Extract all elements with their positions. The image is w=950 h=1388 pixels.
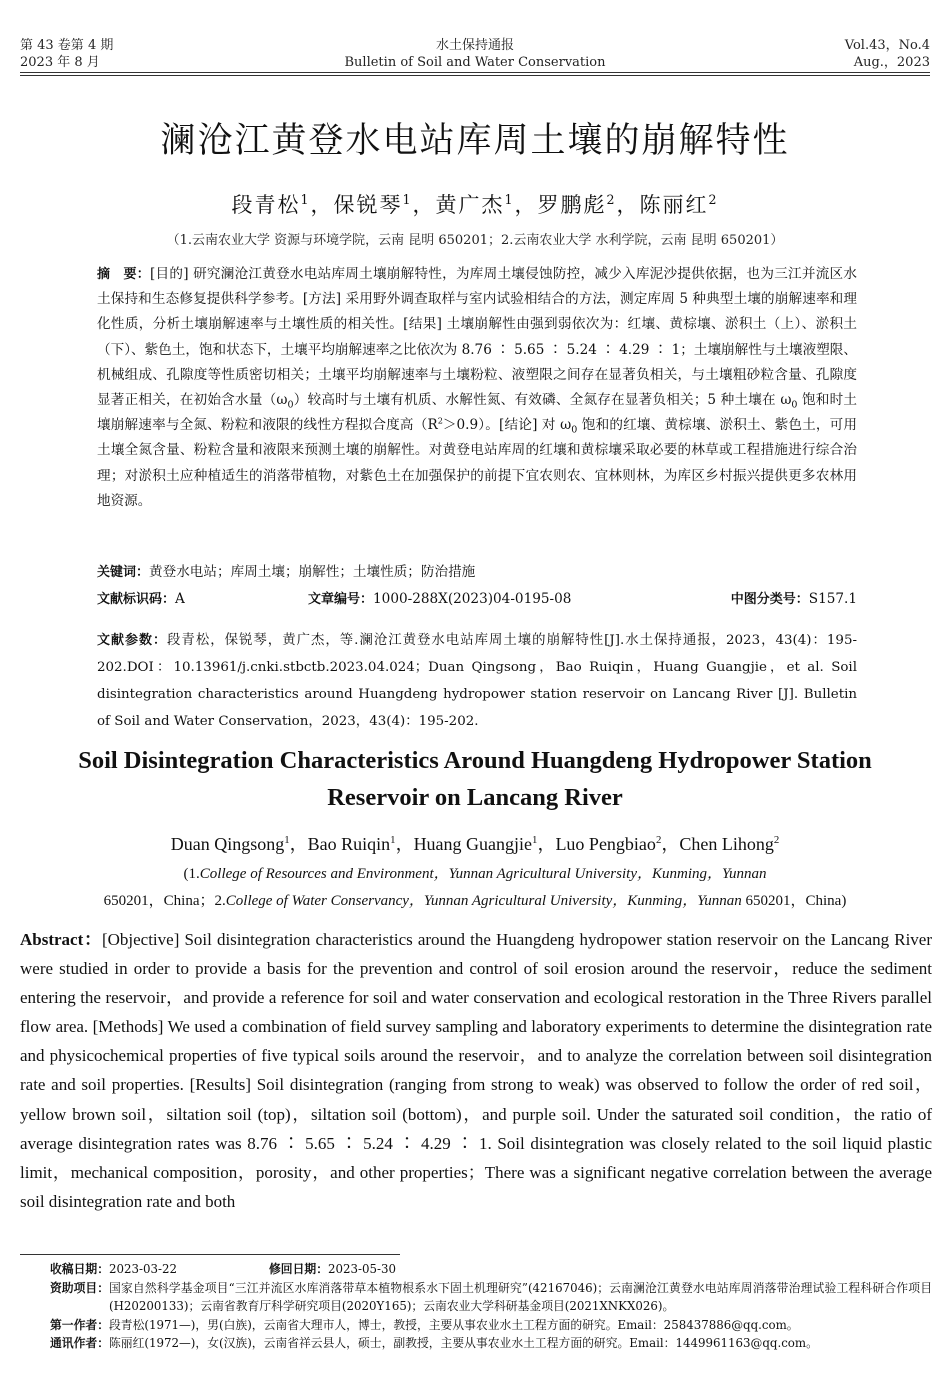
first-author-text: 段青松(1971—)，男(白族)，云南省大理市人，博士，教授，主要从事农业水土工程方面的研究。Email：258437886@qq.com。 [109,1317,799,1332]
doc-id-field [97,588,185,611]
authors-cn: 段青松$^1$，保锐琴$^1$，黄广杰$^1$，罗鹏彪$^2$，陈丽红$^2$ [231,192,719,217]
dates-row [50,1260,932,1279]
journal-date [845,37,930,71]
abstract-cn-text: ）较高时与土壤有机质、水解性氮、有效磷、全氮存在显著负相关；5 种土壤在 ω [293,392,792,409]
received-date: 2023-03-22 [109,1262,178,1276]
author-aff-mark: 2 [606,192,617,207]
author-cn: 段青松 [231,193,301,217]
abstract-cn-text: 饱和时土壤崩解速率与全氮、粉粒和液限的线性方程拟合度高（R [97,392,857,434]
footnotes [50,1260,932,1353]
article-no-value: 1000-288X(2023)04-0195-08 [373,591,572,607]
paper-title-en: Soil Disintegration Characteristics Around Huangdeng Hydropower Station Reservoir on Lancang River [78,747,872,811]
affiliation-en-line1 [30,861,920,888]
abstract-en-label: Abstract： [20,930,102,949]
affiliation-en-italic: College of Resources and Environment，Yunnan Agricultural University，Kunming，Yunnan [199,866,767,882]
author-cn: 罗鹏彪 [537,193,607,217]
revised-label: 修回日期： [269,1262,328,1276]
author-en: Huang Guangjie [413,834,533,854]
abstract-en [20,925,932,1216]
affiliation-en-line2 [30,888,920,915]
affiliation-en-italic: College of Water Conservancy，Yunnan Agricultural University，Kunming，Yunnan [225,893,742,909]
header-left-line1: 第 43 卷第 4 期 [20,38,114,53]
doc-id-label: 文献标识码： [97,592,176,607]
corresponding-author-text: 陈丽红(1972—)，女(汉族)，云南省祥云县人，硕士，副教授，主要从事农业水土工程方面的研究。Email：1449961163@qq.com。 [109,1336,818,1350]
keywords [97,561,857,584]
abstract-cn-text: 饱和的红壤、黄棕壤、淤积土、紫色土，可用土壤全氮含量、粉粒含量和液限来预测土壤的崩解性。对黄登电站库周的红壤和黄棕壤采取必要的林草或工程措施进行综合治理；对淤积土应种植适生的消落带植物，对紫色土在加强保护的前提下宜农则农、宜林则林，为库区乡村振兴提供更多农林用地资源。 [97,417,858,509]
abstract-en-text: [Objective] Soil disintegration characteristics around the Huangdeng hydropower station reservoir on the Lancang River were studied in order to provide a basis for the prevention and control of soil erosion around the reservoir，reduce the sediment entering the reservoir，and provide a reference for soil and water conservation and ecological restoration in the Three Rivers parallel flow area. [Methods] We used a combination of field survey sampling and laboratory experiments to determine the disintegration rate and physicochemical properties of five typical soils around the reservoir，and to analyze the correlation between soil disintegration rate and soil properties. [Results] Soil disintegration (ranging from strong to weak) was observed to follow the order of red soil，yellow brown soil，siltation soil (top)，siltation soil (bottom)，and purple soil. Under the saturated soil condition，the ratio of average disintegration rates was 8.76 ∶ 5.65 ∶ 5.24 ∶ 4.29 ∶ 1. Soil disintegration was closely related to the soil liquid plastic limit，mechanical composition，porosity，and other properties；There was a significant negative correlation between the average soil disintegration rate and both [20,930,932,1211]
abstract-cn [97,262,857,514]
header-left-line2: 2023 年 8 月 [20,55,100,70]
author-aff-mark: 2 [655,834,662,846]
author-aff-mark: 1 [402,192,413,207]
header-center-line2: Bulletin of Soil and Water Conservation [344,55,606,70]
footnote-rule [20,1254,400,1255]
author-aff-mark: 1 [284,834,290,846]
r-squared-superscript: 2 [437,415,443,426]
affiliation-en-text: 650201，China；2. [103,893,226,909]
clc-value: S157.1 [808,591,857,607]
affiliation-en [30,861,920,915]
author-aff-mark: 1 [532,834,538,846]
author-cn: 黄广杰 [435,193,505,217]
citation [97,627,857,735]
author-en: Duan Qingsong [170,834,285,854]
omega-subscript: 0 [791,399,798,411]
abstract-cn-text: ＞0.9）。[结论] 对 ω [442,417,572,434]
author-aff-mark: 1 [390,834,396,846]
fund-text: 国家自然科学基金项目“三江并流区水库消落带草本植物根系水下固土机理研究”(42167046)；云南澜沧江黄登水电站库周消落带治理试验工程科研合作项目(H20200133)；云南省教育厅科学研究项目(2020Y165)；云南农业大学科研基金项目(2021XNKX026)。 [109,1280,932,1313]
citation-label: 文献参数： [97,633,168,648]
paper-title-cn: 澜沧江黄登水电站库周土壤的崩解特性 [160,121,790,161]
omega-subscript: 0 [287,399,294,411]
doc-id-value: A [175,591,185,607]
keywords-text: 黄登水电站；库周土壤；崩解性；土壤性质；防治措施 [149,564,476,580]
first-author-label: 第一作者： [50,1317,109,1332]
fund-label: 资助项目： [50,1280,109,1295]
author-aff-mark: 2 [773,834,780,846]
author-cn: 保锐琴 [333,193,403,217]
abstract-cn-label: 摘 要： [97,267,150,282]
header-rule [20,72,930,73]
revised-date: 2023-05-30 [328,1262,397,1276]
first-author-row [50,1316,932,1335]
keywords-label: 关键词： [97,565,150,580]
clc-label: 中图分类号： [730,592,809,607]
author-cn: 陈丽红 [639,193,709,217]
author-aff-mark: 2 [708,192,719,207]
author-aff-mark: 1 [300,192,311,207]
article-no-label: 文章编号： [308,592,374,607]
authors-en: Duan Qingsong$^1$，Bao Ruiqin$^1$，Huang Guangjie$^1$，Luo Pengbiao$^2$，Chen Lihong$^2$ [170,834,780,854]
header-rule-thin [20,75,930,76]
article-no-field [308,588,571,611]
citation-text: 段青松，保锐琴，黄广杰，等.澜沧江黄登水电站库周土壤的崩解特性[J].水土保持通报，2023，43(4)：195-202.DOI：10.13961/j.cnki.stbctb.2023.04.024；Duan Qingsong，Bao Ruiqin，Huang Guangjie，et al. Soil disintegration characteristics around Huangdeng hydropower station reservoir on Lancang River [J]. Bulletin of Soil and Water Conservation，2023，43(4)：195-202. [97,633,857,729]
author-en: Luo Pengbiao [555,834,656,854]
clc-field [731,588,857,611]
author-aff-mark: 1 [504,192,515,207]
received-label: 收稿日期： [50,1262,109,1276]
corresponding-author-label: 通讯作者： [50,1336,109,1350]
corresponding-author-row [50,1334,932,1353]
author-en: Chen Lihong [679,834,774,854]
omega-subscript: 0 [571,424,578,436]
affiliation-cn: （1.云南农业大学 资源与环境学院，云南 昆明 650201；2.云南农业大学 水利学院，云南 昆明 650201） [166,233,784,248]
header-center-line1: 水土保持通报 [435,38,514,53]
fund-row [50,1279,932,1316]
affiliation-en-text: 650201，China) [741,893,847,909]
abstract-cn-text: [目的] 研究澜沧江黄登水电站库周土壤崩解特性，为库周土壤侵蚀防控，减少入库泥沙提供依据，也为三江并流区水土保持和生态修复提供科学参考。[方法] 采用野外调查取样与室内试验相结合的方法，测定库周 5 种典型土壤的崩解速率和理化性质，分析土壤崩解速率与土壤性质的相关性。[结果] 土壤崩解性由强到弱依次为：红壤、黄棕壤、淤积土（上）、淤积土（下）、紫色土，饱和状态下，土壤平均崩解速率之比依次为 8.76 ∶ 5.65 ∶ 5.24 ∶ 4.29 ∶ 1；土壤崩解性与土壤液塑限、机械组成、孔隙度等性质密切相关；土壤平均崩解速率与土壤粉粒、液塑限之间存在显著负相关，与土壤粗砂粒含量、孔隙度显著正相关，在初始含水量（ω [97,266,857,409]
author-en: Bao Ruiqin [307,834,391,854]
journal-name [0,37,950,71]
header-right-line1: Vol.43，No.4 [844,38,930,53]
header-right-line2: Aug.，2023 [853,55,930,70]
affiliation-en-text: (1. [183,866,200,882]
